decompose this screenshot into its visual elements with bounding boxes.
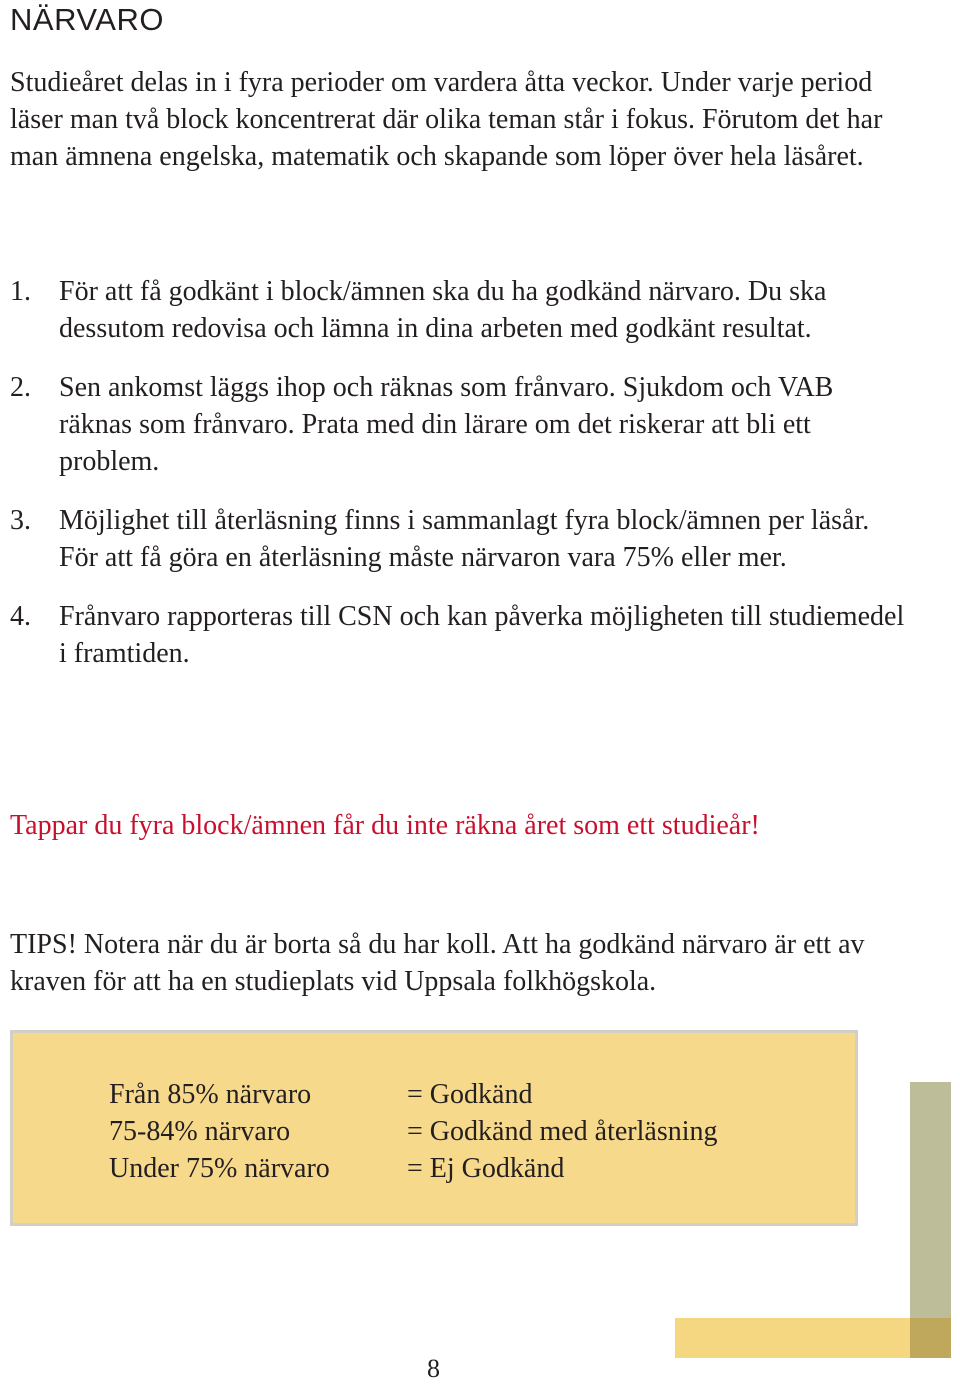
decorative-vertical-bar xyxy=(910,1082,951,1358)
page-number: 8 xyxy=(427,1354,440,1383)
grade-row xyxy=(109,1076,718,1113)
intro-paragraph: Studieåret delas in i fyra perioder om vardera åtta veckor. Under varje period läser man två block koncentrerat där olika teman står i fokus. Förutom det har man ämnena engelska, matematik och skapande som löper över hela läsåret. xyxy=(10,67,883,172)
page-title: NÄRVARO xyxy=(10,2,164,37)
grade-level: Från 85% närvaro xyxy=(109,1079,312,1110)
decorative-corner-overlap xyxy=(910,1318,951,1358)
grade-level: Under 75% närvaro xyxy=(109,1153,330,1184)
warning-text: Tappar du fyra block/ämnen får du inte räkna året som ett studieår! xyxy=(10,810,760,841)
grade-row xyxy=(109,1150,718,1187)
list-item-text: För att få godkänt i block/ämnen ska du ha godkänd närvaro. Du ska dessutom redovisa och lämna in dina arbeten med godkänt resultat. xyxy=(59,276,827,344)
tips-paragraph: TIPS! Notera när du är borta så du har koll. Att ha godkänd närvaro är ett av kraven för att ha en studieplats vid Uppsala folkhögskola. xyxy=(10,929,865,997)
list-item-text: Möjlighet till återläsning finns i sammanlagt fyra block/ämnen per läsår. För att få göra en återläsning måste närvaron vara 75% eller mer. xyxy=(59,505,870,573)
list-item xyxy=(10,273,910,347)
grade-result: = Godkänd med återläsning xyxy=(407,1116,718,1147)
list-item-number: 2. xyxy=(10,372,31,403)
grade-result: = Ej Godkänd xyxy=(407,1153,565,1184)
list-item-number: 1. xyxy=(10,276,31,307)
attendance-grade-box xyxy=(10,1030,858,1226)
list-item xyxy=(10,369,910,480)
list-item xyxy=(10,502,910,576)
list-item-number: 4. xyxy=(10,601,31,632)
grade-row xyxy=(109,1113,718,1150)
grade-level: 75-84% närvaro xyxy=(109,1116,291,1147)
grade-result: = Godkänd xyxy=(407,1079,533,1110)
list-item-text: Sen ankomst läggs ihop och räknas som frånvaro. Sjukdom och VAB räknas som frånvaro. Prata med din lärare om det riskerar att bli ett problem. xyxy=(59,372,834,477)
rules-list xyxy=(10,273,910,694)
grade-table xyxy=(109,1076,718,1187)
list-item-number: 3. xyxy=(10,505,31,536)
list-item xyxy=(10,598,910,672)
list-item-text: Frånvaro rapporteras till CSN och kan påverka möjligheten till studiemedel i framtiden. xyxy=(59,601,905,669)
